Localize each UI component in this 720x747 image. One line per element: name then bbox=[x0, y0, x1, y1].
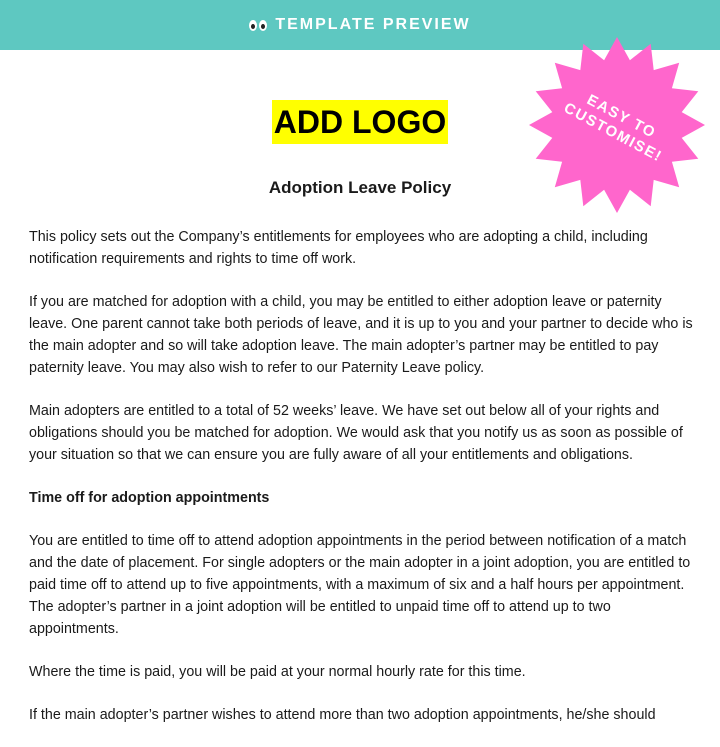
section-heading: Time off for adoption appointments bbox=[29, 490, 270, 506]
paragraph-matching: If you are matched for adoption with a child, you may be entitled to either adoption leave or paternity leave. One parent cannot take both periods of leave, and it is up to you and your partner to decide who is the main adopter and so will take adoption leave. The main adopter’s partner may be entitled to pay paternity leave. You may also wish to refer to our Paternity Leave policy. bbox=[29, 294, 693, 376]
paragraph-pay: Where the time is paid, you will be paid at your normal hourly rate for this time. bbox=[29, 664, 526, 680]
badge-text: EASY TO CUSTOMISE! bbox=[560, 91, 666, 166]
document-title: Adoption Leave Policy bbox=[268, 178, 452, 197]
paragraph-intro: This policy sets out the Company’s entitlements for employees who are adopting a child, including notification requirements and rights to time off work. bbox=[29, 229, 648, 267]
banner-title: TEMPLATE PREVIEW bbox=[275, 16, 471, 33]
paragraph-partner: If the main adopter’s partner wishes to attend more than two adoption appointments, he/she should bbox=[29, 707, 656, 723]
eyes-icon bbox=[249, 20, 267, 31]
document-body bbox=[29, 226, 697, 747]
logo-text: ADD LOGO bbox=[272, 100, 448, 144]
paragraph-entitlement: Main adopters are entitled to a total of 52 weeks’ leave. We have set out below all of your rights and obligations should you be matched for adoption. We would ask that you notify us as soon as possible of your situation so that we can ensure you are fully aware of all your entitlements and obligations. bbox=[29, 403, 683, 463]
paragraph-appointments: You are entitled to time off to attend adoption appointments in the period between notification of a match and the date of placement. For single adopters or the main adopter in a joint adoption, you are entitled to paid time off to attend up to five appointments, with a maximum of six and a half hours per appointment. The adopter’s partner in a joint adoption will be entitled to unpaid time off to attend up to two appointments. bbox=[29, 533, 691, 637]
